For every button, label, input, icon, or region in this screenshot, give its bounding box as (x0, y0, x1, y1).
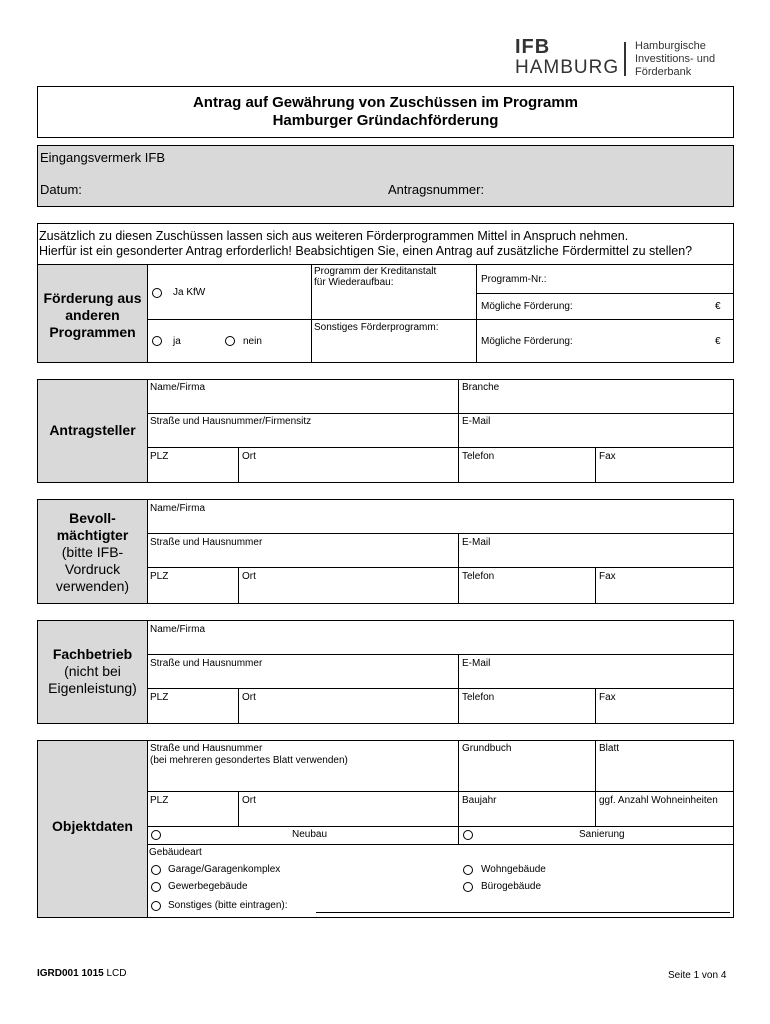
fachbetrieb-name-label: Name/Firma (150, 624, 206, 635)
ja-radio[interactable] (152, 336, 162, 346)
objekt-ort-label: Ort (242, 795, 256, 806)
objekt-grundbuch-label: Grundbuch (462, 743, 512, 754)
ja-kfw-label: Ja KfW (173, 287, 206, 298)
fachbetrieb-heading: Fachbetrieb (nicht bei Eigenleistung) (48, 646, 137, 696)
kfw-label-1: Programm der Kreditanstalt (314, 266, 437, 277)
objekt-strasse-label: Straße und Hausnummer (150, 743, 263, 754)
bevoll-plz-label: PLZ (150, 571, 169, 582)
objekt-wohneinheiten-label: ggf. Anzahl Wohneinheiten (599, 795, 718, 806)
bevoll-email-label: E-Mail (462, 537, 491, 548)
gewerbe-radio[interactable] (151, 882, 161, 892)
antragsteller-branche-label: Branche (462, 382, 500, 393)
antragsteller-telefon-label: Telefon (462, 451, 495, 462)
euro-2: € (715, 336, 721, 347)
bevoll-name-label: Name/Firma (150, 503, 206, 514)
fachbetrieb-strasse-label: Straße und Hausnummer (150, 658, 263, 669)
kfw-label-2: für Wiederaufbau: (314, 277, 394, 288)
sonstiges-input-line[interactable] (316, 912, 730, 913)
nein-radio[interactable] (225, 336, 235, 346)
ja-label: ja (173, 336, 181, 347)
antragsteller-fax-label: Fax (599, 451, 616, 462)
moegliche-foerderung-2: Mögliche Förderung: (481, 336, 573, 347)
logo-separator (624, 42, 626, 76)
logo-line2: Investitions- und (635, 53, 716, 65)
nein-label: nein (243, 336, 262, 347)
sonstiges-radio[interactable] (151, 901, 161, 911)
garage-radio[interactable] (151, 865, 161, 875)
eingang-label: Eingangsvermerk IFB (40, 150, 165, 165)
fachbetrieb-email-label: E-Mail (462, 658, 491, 669)
datum-label: Datum: (40, 182, 82, 197)
zusatz-text-1: Zusätzlich zu diesen Zuschüssen lassen sich aus weiteren Förderprogrammen Mittel in Anspruch nehmen. (39, 229, 629, 243)
wohngebaeude-label: Wohngebäude (481, 864, 546, 875)
page-title: Antrag auf Gewährung von Zuschüssen im Programm Hamburger Gründachförderung (192, 94, 579, 129)
sonstiges-programm-label: Sonstiges Förderprogramm: (314, 322, 439, 333)
objekt-plz-label: PLZ (150, 795, 169, 806)
neubau-radio[interactable] (151, 830, 161, 840)
footer-page: Seite 1 von 4 (668, 970, 727, 981)
wohngebaeude-radio[interactable] (463, 865, 473, 875)
antragsteller-strasse-label: Straße und Hausnummer/Firmensitz (150, 416, 312, 427)
logo-line1: Hamburgische (635, 40, 706, 52)
antragsteller-ort-label: Ort (242, 451, 256, 462)
euro-1: € (715, 301, 721, 312)
antragsteller-plz-label: PLZ (150, 451, 169, 462)
objekt-strasse-hint: (bei mehreren gesondertes Blatt verwenden) (150, 755, 348, 766)
bevoll-heading: Bevoll- mächtigter (bitte IFB- Vordruck verwenden) (55, 510, 130, 594)
fachbetrieb-ort-label: Ort (242, 692, 256, 703)
gewerbe-label: Gewerbegebäude (168, 881, 248, 892)
antragsnummer-label: Antragsnummer: (388, 182, 485, 197)
ja-kfw-radio[interactable] (152, 288, 162, 298)
programm-nr-label: Programm-Nr.: (481, 274, 547, 285)
antragsteller-email-label: E-Mail (462, 416, 491, 427)
zusatz-heading: Förderung aus anderen Programmen (43, 290, 142, 340)
sanierung-radio[interactable] (463, 830, 473, 840)
logo-city: HAMBURG (515, 57, 620, 78)
bevoll-ort-label: Ort (242, 571, 256, 582)
fachbetrieb-telefon-label: Telefon (462, 692, 495, 703)
footer-code: IGRD001 1015 LCD (37, 968, 127, 979)
gebaeudeart-label: Gebäudeart (149, 847, 202, 858)
zusatz-text-2: Hierfür ist ein gesonderter Antrag erforderlich! Beabsichtigen Sie, einen Antrag auf zusätzliche Fördermittel zu stellen? (39, 244, 693, 258)
fachbetrieb-plz-label: PLZ (150, 692, 169, 703)
objekt-blatt-label: Blatt (599, 743, 620, 754)
sonstiges-label: Sonstiges (bitte eintragen): (168, 900, 288, 911)
antragsteller-name-label: Name/Firma (150, 382, 206, 393)
antragsteller-heading: Antragsteller (49, 422, 136, 438)
objekt-heading: Objektdaten (52, 818, 133, 834)
buero-label: Bürogebäude (481, 881, 542, 892)
neubau-label: Neubau (292, 829, 328, 840)
logo-abbr: IFB (515, 36, 551, 58)
garage-label: Garage/Garagenkomplex (168, 864, 281, 875)
moegliche-foerderung-1: Mögliche Förderung: (481, 301, 573, 312)
buero-radio[interactable] (463, 882, 473, 892)
bevoll-fax-label: Fax (599, 571, 616, 582)
bevoll-strasse-label: Straße und Hausnummer (150, 537, 263, 548)
bevoll-telefon-label: Telefon (462, 571, 495, 582)
fachbetrieb-fax-label: Fax (599, 692, 616, 703)
sanierung-label: Sanierung (579, 829, 625, 840)
logo-line3: Förderbank (635, 66, 692, 78)
objekt-baujahr-label: Baujahr (462, 795, 497, 806)
